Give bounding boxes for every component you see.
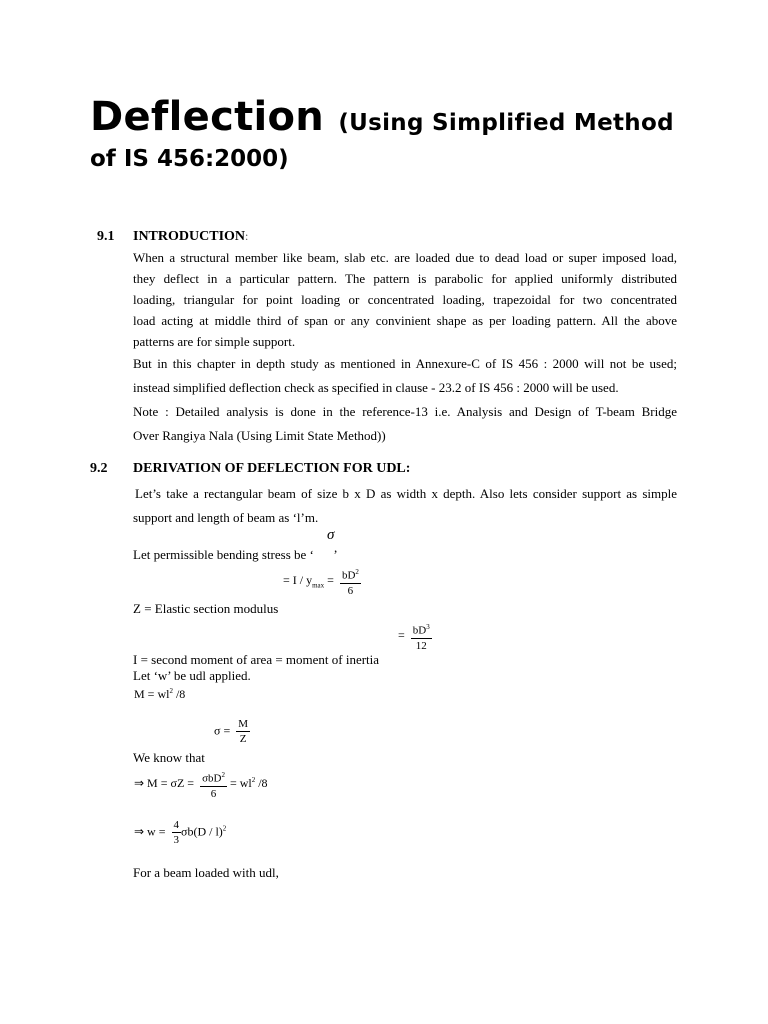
implies1-right-sup: 2	[251, 776, 256, 785]
intro-para2-line-2: instead simplified deflection check as specified in clause - 23.2 of IS 456 : 2000 will be used.	[133, 380, 619, 395]
sigma-fraction	[236, 717, 250, 746]
intro-para2-line-1: But in this chapter in depth study as mentioned in Annexure-C of IS 456 : 2000 will not be used;	[133, 356, 677, 371]
i-frac-num: bD	[412, 624, 427, 637]
section-heading-introduction	[133, 229, 248, 245]
intro-line-3: loading, triangular for point loading or concentrated loading, trapezoidal for two concentrated	[133, 292, 677, 307]
intro-line-1: When a structural member like beam, slab etc. are loaded due to dead load or super imposed load,	[133, 250, 677, 265]
m-equation	[134, 687, 185, 702]
z-definition: Z = Elastic section modulus	[133, 601, 279, 616]
z-expr-eq: =	[324, 573, 337, 588]
i-frac-den: 12	[415, 639, 427, 652]
implies2-fraction	[172, 818, 182, 847]
permissible-stress-line: Let permissible bending stress be ‘ ’	[133, 547, 338, 562]
implies1-num: σbD	[202, 772, 222, 785]
derivation-line-1: Let’s take a rectangular beam of size b x D as width x depth. Also lets consider support as simple	[135, 486, 677, 501]
m-eq-tail: /8	[172, 687, 186, 701]
sigma-frac-num: M	[238, 718, 249, 730]
implies2-sup: 2	[222, 824, 227, 833]
intro-note-line-1: Note : Detailed analysis is done in the reference-13 i.e. Analysis and Design of T-beam Bridge	[133, 404, 677, 419]
z-expr-left: = I / y	[283, 573, 313, 588]
i-fraction	[411, 620, 432, 653]
sigma-symbol: σ	[327, 527, 335, 543]
z-frac-num-sup: 2	[355, 568, 359, 576]
z-expr-sub: max	[312, 581, 325, 590]
i-expression	[398, 620, 432, 653]
intro-line-5: patterns are for simple support.	[133, 334, 296, 349]
we-know-that: We know that	[133, 750, 205, 765]
z-expression	[283, 565, 361, 598]
implies-equation-1	[134, 768, 268, 801]
intro-note-line-2: Over Rangiya Nala (Using Limit State Method))	[133, 428, 386, 443]
w-definition: Let ‘w’ be udl applied.	[133, 668, 251, 683]
m-eq-sup: 2	[169, 687, 173, 695]
implies2-num: 4	[173, 819, 179, 831]
implies-equation-2	[134, 818, 226, 847]
title-subtitle-1: (Using Simplified Method	[338, 110, 674, 136]
implies1-left: ⇒ M = σZ =	[134, 776, 198, 791]
page-title	[90, 94, 674, 140]
title-main: Deflection	[90, 94, 325, 140]
derivation-line-2: support and length of beam as ‘l’m.	[133, 510, 319, 525]
i-definition: I = second moment of area = moment of inertia	[133, 652, 380, 667]
final-line: For a beam loaded with udl,	[133, 865, 279, 880]
title-subtitle-2: of IS 456:2000)	[90, 146, 289, 172]
implies1-fraction	[200, 768, 227, 801]
implies1-right: = wl	[226, 776, 252, 791]
sigma-frac-den: Z	[239, 733, 247, 745]
intro-line-2: they deflect in a particular pattern. The pattern is parabolic for applied uniformly distributed	[133, 271, 677, 286]
section-number-9-2: 9.2	[90, 461, 108, 476]
implies2-left: ⇒ w =	[134, 824, 169, 839]
z-frac-num: bD	[341, 569, 356, 582]
section-number-9-1: 9.1	[97, 229, 115, 244]
z-fraction	[340, 565, 361, 598]
sigma-equation	[214, 717, 250, 746]
section-heading-derivation: DERIVATION OF DEFLECTION FOR UDL:	[133, 461, 411, 476]
implies1-num-sup: 2	[221, 771, 225, 779]
i-eq: =	[398, 628, 408, 643]
implies1-den: 6	[210, 787, 217, 800]
implies2-right: σb(D / l)	[181, 824, 223, 839]
implies1-tail: /8	[255, 776, 268, 791]
section-heading-colon: :	[245, 229, 249, 243]
section-heading-text: INTRODUCTION	[133, 229, 246, 244]
intro-line-4: load acting at middle third of span or any convinient shape as per loading pattern. All the above	[133, 313, 677, 328]
i-frac-num-sup: 3	[426, 623, 430, 631]
z-frac-den: 6	[347, 584, 354, 597]
implies2-den: 3	[173, 834, 179, 846]
m-eq: M = wl	[134, 687, 170, 701]
sigma-eq-left: σ =	[214, 723, 234, 738]
